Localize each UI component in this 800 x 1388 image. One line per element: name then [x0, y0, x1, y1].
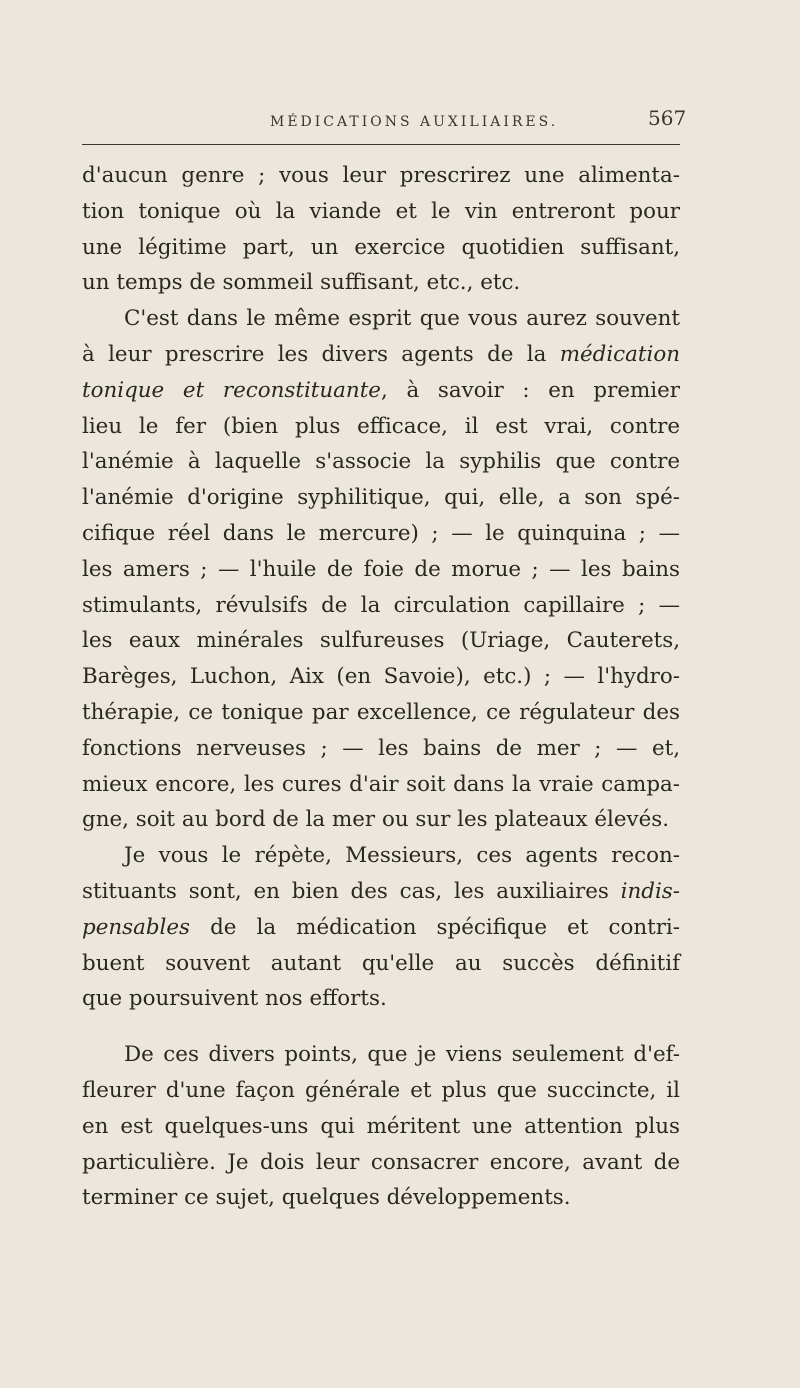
- text-line: stimulants, révulsifs de la circulation capillaire ; —: [82, 592, 680, 618]
- text-line: d'aucun genre ; vous leur prescrirez une alimenta-: [82, 163, 680, 188]
- text-line: fonctions nerveuses ; — les bains de mer ; — et,: [82, 735, 680, 761]
- text-line: terminer ce sujet, quelques développements.: [82, 1185, 571, 1211]
- text-line: particulière. Je dois leur consacrer encore, avant de: [82, 1149, 680, 1175]
- paragraph-2: [82, 301, 680, 838]
- text-line: que poursuivent nos efforts.: [82, 986, 387, 1012]
- text-line: De ces divers points, que je viens seulement d'ef-: [124, 1042, 680, 1068]
- text-line: [82, 337, 680, 373]
- text-line: buent souvent autant qu'elle au succès définitif: [82, 950, 680, 976]
- text-line: thérapie, ce tonique par excellence, ce régulateur des: [82, 699, 680, 725]
- text-line: les amers ; — l'huile de foie de morue ; — les bains: [82, 556, 680, 582]
- paragraph-spacer: [82, 1017, 680, 1037]
- text-line: l'anémie d'origine syphilitique, qui, elle, a son spé-: [82, 485, 680, 511]
- italic-term: médication: [559, 341, 680, 367]
- text-line: Je vous le répète, Messieurs, ces agents recon-: [124, 843, 680, 869]
- italic-term: indis-: [620, 878, 680, 904]
- text-line: les eaux minérales sulfureuses (Uriage, Cauterets,: [82, 628, 680, 654]
- italic-term: tonique et reconstituante: [82, 377, 381, 403]
- page-number: 567: [648, 106, 687, 130]
- running-head: MÉDICATIONS AUXILIAIRES.: [270, 114, 559, 130]
- text-segment: stituants sont, en bien des cas, les auxiliaires: [82, 878, 621, 904]
- text-line: lieu le fer (bien plus efficace, il est vrai, contre: [82, 413, 680, 439]
- paragraph-3: [82, 838, 680, 1017]
- body-text: [82, 158, 680, 1216]
- text-line: un temps de sommeil suffisant, etc., etc.: [82, 270, 521, 296]
- text-line: en est quelques-uns qui méritent une attention plus: [82, 1113, 680, 1139]
- text-line: mieux encore, les cures d'air soit dans la vraie campa-: [82, 771, 680, 797]
- text-line: tion tonique où la viande et le vin entreront pour: [82, 198, 680, 224]
- text-line: C'est dans le même esprit que vous aurez souvent: [124, 306, 680, 332]
- text-line: [82, 874, 680, 910]
- paragraph-1: [82, 158, 680, 301]
- text-line: Barèges, Luchon, Aix (en Savoie), etc.) ; — l'hydro-: [82, 664, 680, 690]
- text-line: fleurer d'une façon générale et plus que succincte, il: [82, 1077, 680, 1103]
- paragraph-4: [82, 1037, 680, 1216]
- text-line: l'anémie à laquelle s'associe la syphilis que contre: [82, 449, 680, 475]
- italic-term: pensables: [82, 914, 191, 940]
- header-rule: [82, 144, 680, 145]
- text-line: gne, soit au bord de la mer ou sur les plateaux élevés.: [82, 807, 670, 833]
- text-line: tonique et reconstituante, à savoir : en premier: [82, 377, 680, 403]
- text-line: pensables de la médication spécifique et contri-: [82, 914, 680, 940]
- text-segment: à leur prescrire les divers agents de la: [82, 341, 560, 367]
- text-line: une légitime part, un exercice quotidien suffisant,: [82, 234, 680, 260]
- text-line: cifique réel dans le mercure) ; — le quinquina ; —: [82, 520, 680, 546]
